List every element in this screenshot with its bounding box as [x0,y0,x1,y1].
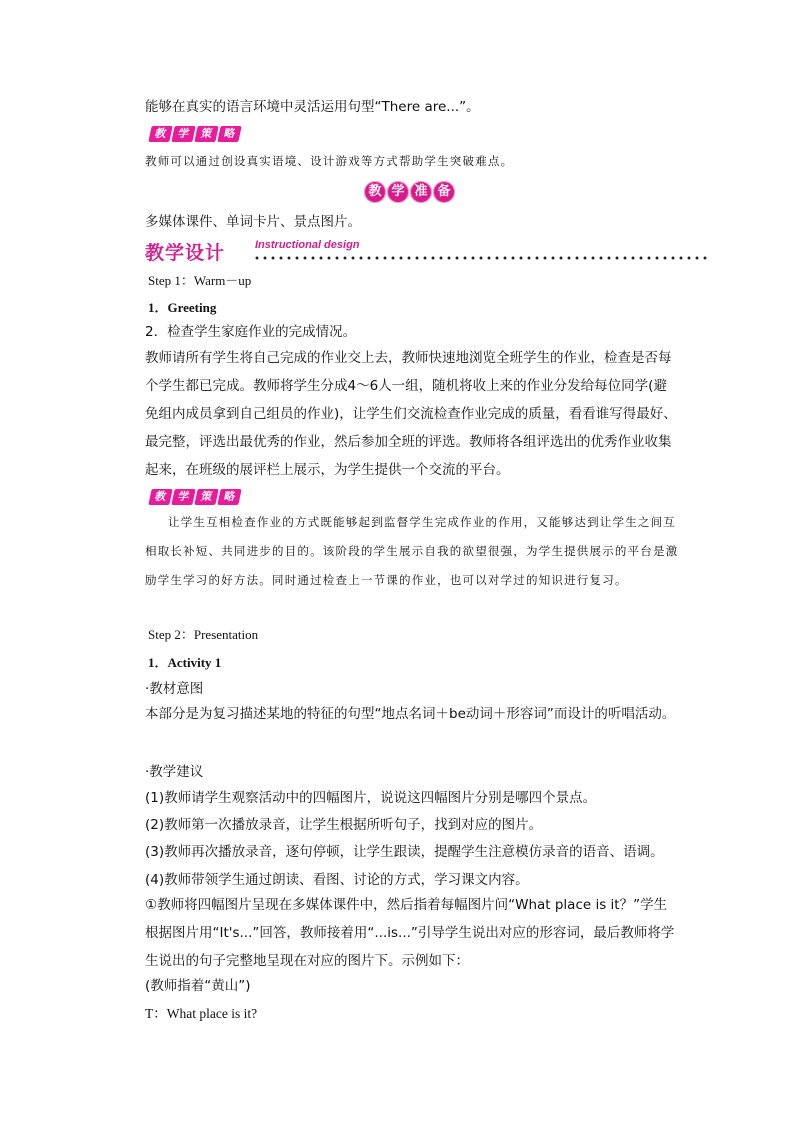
prep-text: 多媒体课件、单词卡片、景点图片。 [145,214,361,230]
badge-char: 略 [217,126,241,142]
activity-1-heading: 1．Activity 1 [148,655,222,670]
design-title: 教学设计 [145,242,226,264]
badge-char: 教 [148,489,172,505]
badge-char: 学 [171,126,195,142]
circle-paragraph: ①教师将四幅图片呈现在多媒体课件中，然后指着每幅图片问“What place is it？”学生根据图片用“It's...”回答，教师接着用“...is...”引导学生说出对应的形容词，最后教师将学生说出的句子完整地呈现在对应的图片下。示例如下： [145,897,675,969]
badge-char: 略 [217,489,241,505]
advice-item-4: (4)教师带领学生通过朗读、看图、讨论的方式，学习课文内容。 [145,872,529,888]
strategy-text-2: 让学生互相检查作业的方式既能够起到监督学生完成作业的作用，又能够达到让学生之间互相取长补短、共同进步的目的。该阶段的学生展示自我的欲望很强，为学生提供展示的平台是激励学生学习的好方法。同时通过检查上一节课的作业，也可以对学过的知识进行复习。 [145,515,679,587]
prep-char: 备 [433,181,455,203]
advice-item-1: (1)教师请学生观察活动中的四幅图片，说说这四幅图片分别是哪四个景点。 [145,790,597,806]
step-1-heading: Step 1：Warm－up [148,273,252,288]
intent-paragraph: 本部分是为复习描述某地的特征的句型“地点名词＋be动词＋形容词”而设计的听唱活动。 [145,706,676,722]
badge-char: 策 [194,489,218,505]
intent-label: ·教材意图 [145,681,204,697]
prep-char: 教 [364,181,386,203]
badge-char: 教 [148,126,172,142]
strategy-text-1: 教师可以通过创设真实语境、设计游戏等方式帮助学生突破难点。 [145,154,514,168]
strategy-badge-2 [150,489,240,505]
dotted-divider [253,255,708,261]
strategy-badge [150,126,240,142]
prep-char: 学 [387,181,409,203]
greeting-item: 1．Greeting [148,300,217,315]
check-homework-item: 2．检查学生家庭作业的完成情况。 [145,324,357,340]
advice-item-2: (2)教师第一次播放录音，让学生根据所听句子，找到对应的图片。 [145,817,543,833]
step-2-heading: Step 2：Presentation [148,627,259,642]
homework-paragraph: 教师请所有学生将自己完成的作业交上去，教师快速地浏览全班学生的作业，检查是否每个学生都已完成。教师将学生分成4～6人一组，随机将收上来的作业分发给每位同学(避免组内成员拿到自己组员的作业)，让学生们交流检查作业完成的质量，看看谁写得最好、最完整，评选出最优秀的作业，然后参加全班的评选。教师将各组评选出的优秀作业收集起来，在班级的展评栏上展示，为学生提供一个交流的平台。 [145,350,677,478]
example-note: (教师指着“黄山”) [145,978,251,994]
design-subtitle: Instructional design [255,239,360,251]
advice-item-3: (3)教师再次播放录音，逐句停顿，让学生跟读，提醒学生注意模仿录音的语音、语调。 [145,844,664,860]
prep-badge [364,181,455,203]
badge-char: 学 [171,489,195,505]
advice-label: ·教学建议 [145,764,204,780]
intro-line: 能够在真实的语言环境中灵活运用句型“There are...”。 [145,99,480,115]
prep-char: 准 [410,181,432,203]
teacher-line: T：What place is it? [145,1006,258,1021]
badge-char: 策 [194,126,218,142]
